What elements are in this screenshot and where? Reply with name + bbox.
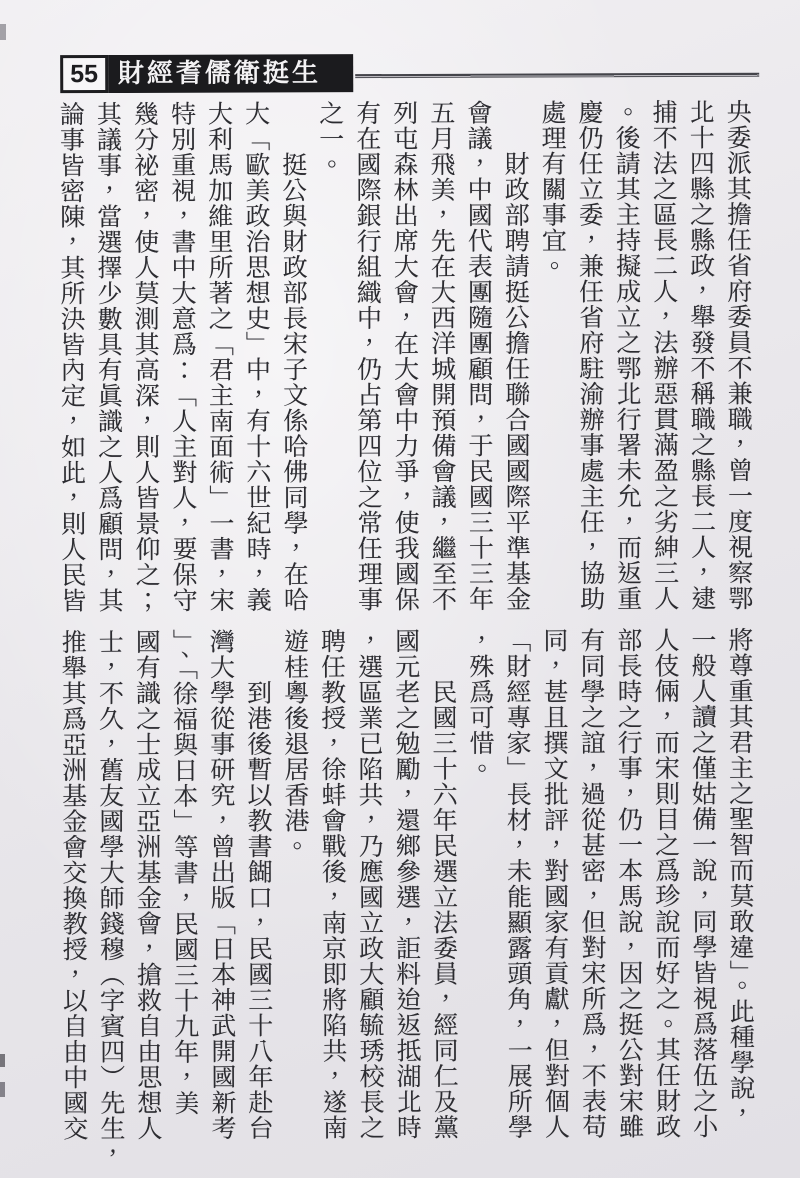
text-column: 挺公與財政部長宋子文係哈佛同學，在哈 (278, 100, 308, 613)
text-column: 同，甚且撰文批評，對國家有貢獻，但對個人 (539, 627, 569, 1140)
text-column: 慶仍任立委，兼任省府駐渝辦事處主任，協助 (574, 99, 604, 612)
text-column: 國元老之勉勵，還鄉參選，詎料迨返抵湖北時 (391, 627, 421, 1141)
text-column: 其議事，當選擇少數具有眞識之人爲顧問，其 (93, 100, 123, 614)
text-column: 捕不法之區長二人，法辦惡貫滿盈之劣紳三人 (649, 99, 678, 612)
text-column: 「財經專家」長材，未能顯露頭角，一展所學 (502, 627, 532, 1140)
text-column: 處理有關事宜。 (537, 99, 566, 279)
text-column: 財政部聘請挺公擔任聯合國國際平準基金 (500, 99, 530, 612)
text-column: 大利馬加維里所著之「君主南面術」一書，宋 (204, 100, 234, 613)
text-column: 聘任教授，徐蚌會戰後，南京即將陷共，遂南 (317, 628, 347, 1141)
text-column: 。後請其主持擬成立之鄂北行署未允，而返重 (611, 99, 641, 612)
text-column: 論事皆密陳，其所決皆內定，如此，則人民皆 (56, 101, 86, 614)
scan-artifact (0, 24, 6, 40)
chapter-title: 財經耆儒衛挺生 (108, 54, 353, 93)
text-column: 有在國際銀行組織中，仍占第四位之常任理事 (352, 100, 382, 613)
text-column: ，選區業已陷共，乃應國立政大顧毓琇校長之 (354, 628, 384, 1141)
text-column: 央委派其擔任省府委員不兼職，曾一度視察鄂 (723, 98, 752, 611)
text-column: 北十四縣之縣政，舉發不稱職之縣長二人，逮 (686, 98, 715, 611)
page-header (60, 54, 353, 93)
header-rule-line (355, 73, 759, 78)
text-column: 將尊重其君主之聖智而莫敢違」。此種學說， (724, 626, 754, 1127)
text-column: 士，不久，舊友國學大師錢穆（字賓四）先生， (95, 628, 125, 1167)
text-column: 有同學之誼，過從甚密，但對宋所爲，不表苟 (576, 627, 606, 1140)
text-column: 大「歐美政治思想史」中，有十六世紀時，義 (241, 100, 271, 613)
text-column: 會議，中國代表團隨團顧問，于民國三十三年 (463, 99, 493, 612)
text-column: 」、「徐福與日本」等書，民國三十九年，美 (169, 628, 198, 1116)
text-column: 國有識之士成立亞洲基金會，搶救自由思想人 (132, 628, 162, 1141)
page-number: 55 (60, 55, 108, 93)
text-block-top (56, 99, 752, 623)
text-column: ，殊爲可惜。 (465, 627, 494, 782)
text-column: 一般人讀之僅姑備一說，同學皆視爲落伍之小 (687, 626, 717, 1139)
text-column: 特別重視，書中大意爲：「人主對人，要保守 (167, 100, 197, 613)
text-column: 幾分祕密，使人莫測其高深，則人皆景仰之； (130, 100, 160, 613)
text-column: 列屯森林出席大會，在大會中力爭，使我國保 (389, 99, 419, 613)
text-column: 遊桂粵後退居香港。 (280, 628, 309, 859)
text-column: 民國三十六年民選立法委員，經同仁及黨 (428, 627, 458, 1140)
text-column: 灣大學從事研究，曾出版「日本神武開國新考 (206, 628, 236, 1141)
text-block-bottom (58, 626, 754, 1167)
text-column: 之一。 (315, 100, 343, 178)
text-column: 部長時之行事，仍一本馬說，因之挺公對宋雖 (613, 627, 643, 1140)
text-column: 人伎倆，而宋則目之爲珍說而好之。其任財政 (650, 627, 680, 1140)
text-column: 五月飛美，先在大西洋城開預備會議，繼至不 (426, 99, 456, 612)
scan-artifact (0, 1054, 5, 1067)
text-column: 推舉其爲亞洲基金會交換教授，以自由中國交 (58, 629, 87, 1142)
text-column: 到港後暫以教書餬口，民國三十八年赴台 (243, 628, 273, 1141)
scan-artifact (0, 1082, 5, 1097)
